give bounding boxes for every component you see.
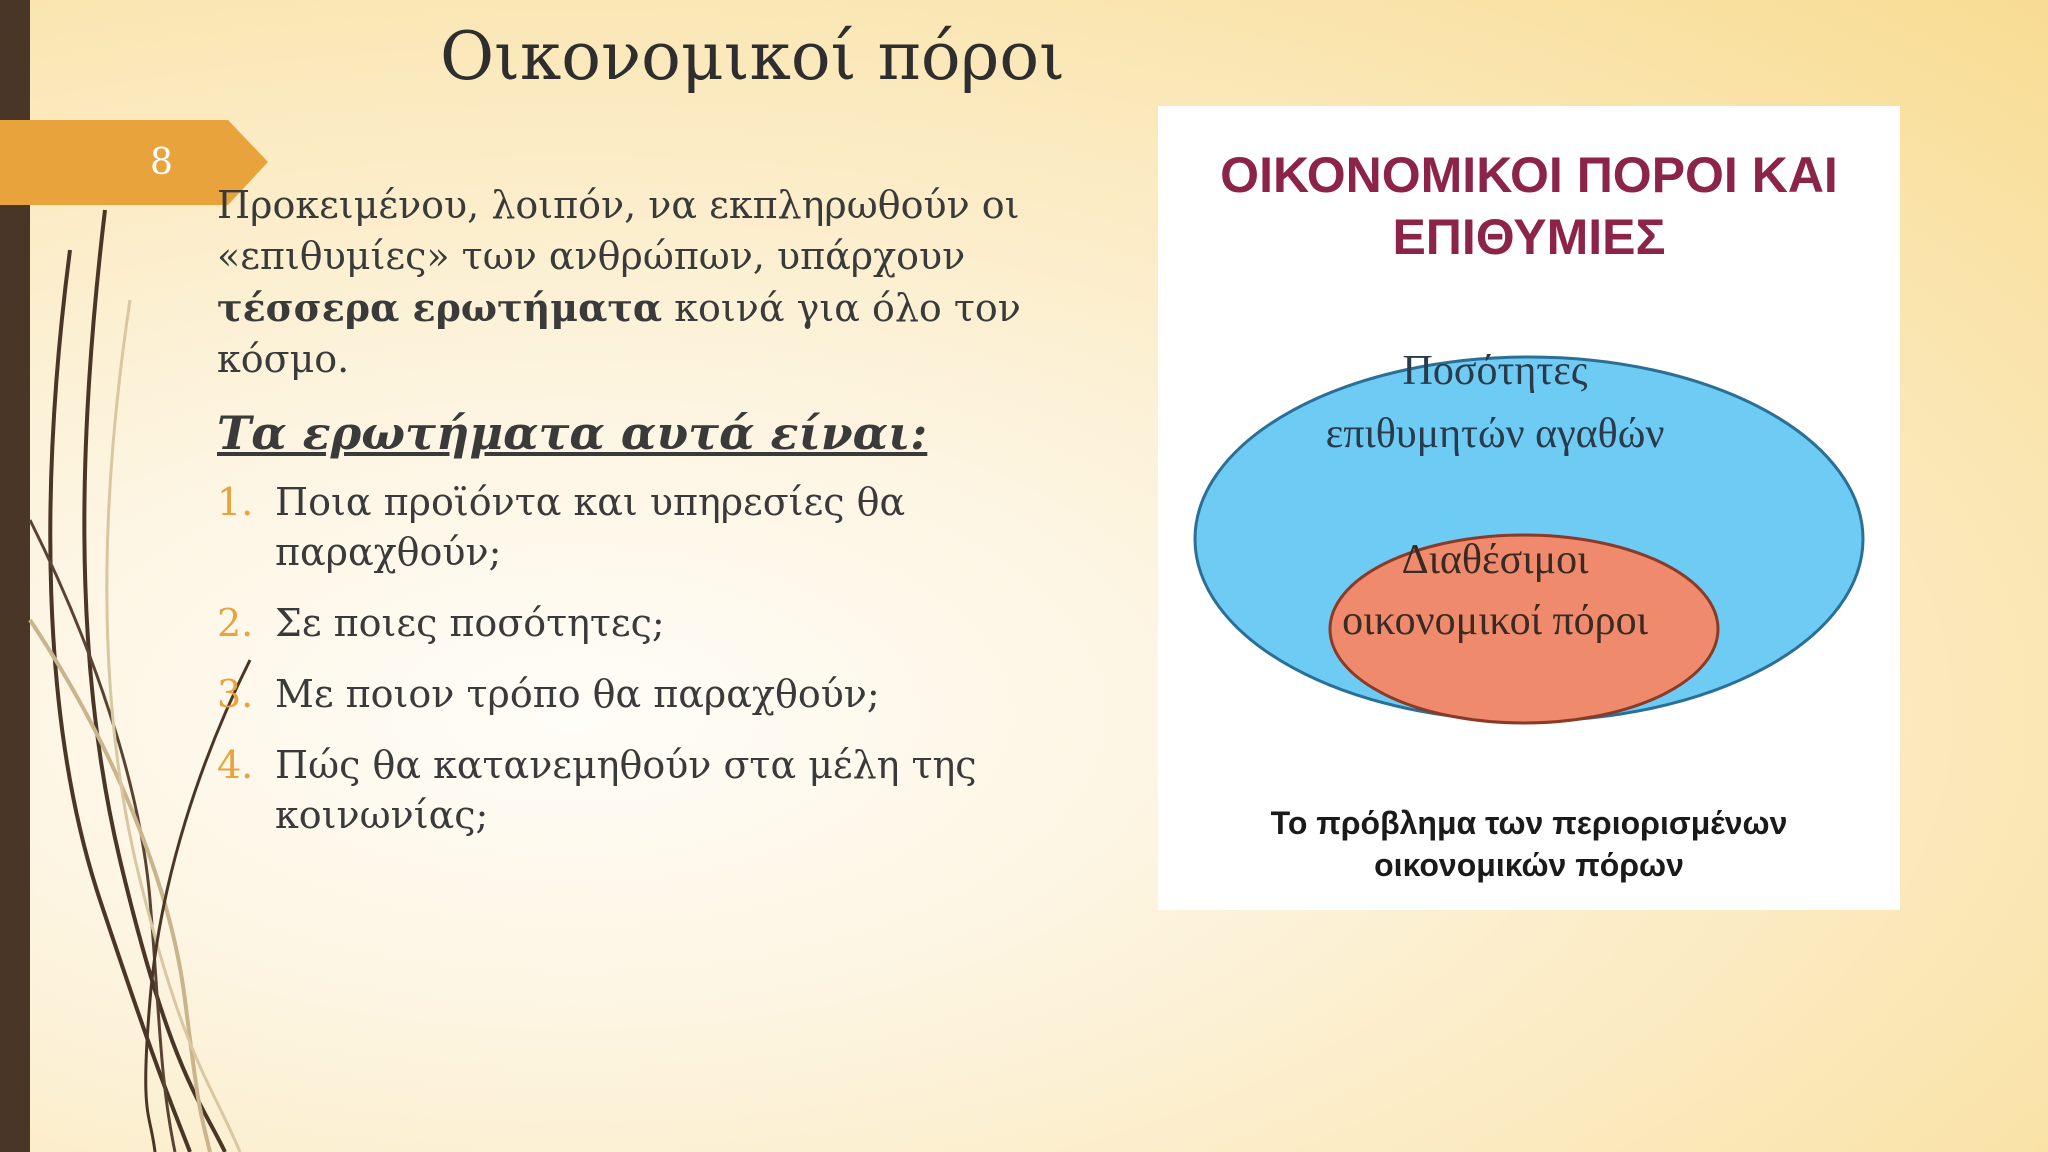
diagram-ellipses (1158, 296, 1900, 776)
text-content (217, 180, 1097, 861)
question-item (217, 669, 1097, 719)
question-text: Σε ποιες ποσότητες; (275, 601, 665, 645)
slide-title: Οικονομικοί πόροι (440, 18, 1065, 95)
question-item (217, 477, 1097, 577)
diagram-caption-line1: Το πρόβλημα των περιορισμένων (1270, 805, 1788, 841)
intro-text-end: κοινά για όλο τον κόσμο. (217, 286, 1021, 381)
outer-label-line1: Ποσότητες (1402, 348, 1588, 394)
question-text: Πώς θα κατανεμηθούν στα μέλη της κοινωνίας; (275, 743, 977, 837)
resources-diagram-image (1158, 106, 1900, 910)
slide-number: 8 (150, 142, 173, 183)
inner-label-line1: Διαθέσιμοι (1401, 537, 1589, 583)
diagram-caption-line2: οικονομικών πόρων (1374, 847, 1684, 883)
diagram-title-line2: ΕΠΙΘΥΜΙΕΣ (1392, 209, 1666, 265)
intro-bold-text: τέσσερα ερωτήματα (217, 285, 663, 330)
diagram-title (1158, 144, 1900, 268)
diagram-caption (1158, 802, 1900, 886)
question-number: 2. (217, 601, 254, 645)
question-number: 4. (217, 743, 254, 787)
question-number: 1. (217, 480, 254, 524)
diagram-title-line1: ΟΙΚΟΝΟΜΙΚΟΙ ΠΟΡΟΙ ΚΑΙ (1220, 147, 1838, 203)
question-text: Ποια προϊόντα και υπηρεσίες θα παραχθούν; (275, 480, 906, 574)
inner-label-line2: οικονομικοί πόροι (1342, 598, 1648, 644)
question-number: 3. (217, 672, 254, 716)
question-item (217, 598, 1097, 648)
question-item (217, 740, 1097, 840)
intro-paragraph (217, 180, 1097, 385)
questions-list (217, 477, 1097, 840)
outer-label-line2: επιθυμητών αγαθών (1325, 411, 1665, 457)
question-text: Με ποιον τρόπο θα παραχθούν; (275, 672, 880, 716)
questions-heading: Τα ερωτήματα αυτά είναι: (217, 406, 928, 460)
intro-text: Προκειμένου, λοιπόν, να εκπληρωθούν οι «επιθυμίες» των ανθρώπων, υπάρχουν (217, 183, 1020, 278)
